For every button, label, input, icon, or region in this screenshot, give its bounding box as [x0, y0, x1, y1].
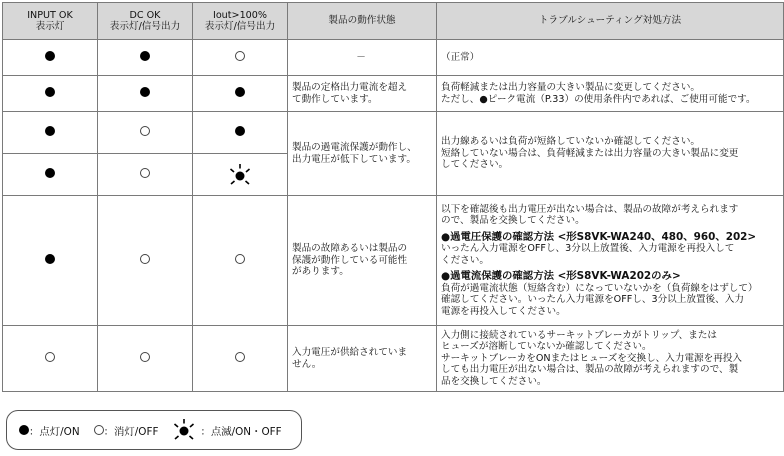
troubleshooting-table: [2, 2, 784, 392]
filled-circle-icon: [140, 51, 150, 61]
header-input-ok: INPUT OK 表示灯: [3, 3, 98, 40]
filled-circle-icon: [45, 126, 55, 136]
troubleshooting-paragraph: 以下を確認後も出力電圧が出ない場合は、製品の故障が考えられます ので、製品を交換してください。: [441, 203, 739, 227]
hollow-circle-icon: [235, 51, 245, 61]
troubleshooting-cell: [437, 196, 784, 326]
filled-circle-icon: [45, 87, 55, 97]
troubleshooting-paragraph: 出力線あるいは負荷が短絡していないか確認してください。 短絡していない場合は、負荷軽減または出力容量の大きい製品に変更 してください。: [441, 136, 739, 171]
hollow-circle-icon: [94, 425, 104, 435]
troubleshooting-cell: [437, 40, 784, 76]
hollow-circle-icon: [45, 352, 55, 362]
indicator-cell: [98, 196, 193, 326]
legend-blink-label: ：点滅/ON・OFF: [200, 425, 282, 438]
header-state: 製品の動作状態: [288, 3, 437, 40]
table-row: [3, 40, 784, 76]
blinking-circle-icon: [172, 418, 196, 442]
indicator-cell: [98, 154, 193, 196]
table-row: [3, 112, 784, 154]
state-cell: 製品の定格出力電流を超え て動作しています。: [288, 76, 437, 112]
hollow-circle-icon: [235, 254, 245, 264]
indicator-cell: [3, 196, 98, 326]
indicator-cell: [193, 40, 288, 76]
header-dc-ok: DC OK 表示灯/信号出力: [98, 3, 193, 40]
filled-circle-icon: [45, 254, 55, 264]
state-cell: 製品の故障あるいは製品の 保護が動作している可能性 があります。: [288, 196, 437, 326]
table-row: [3, 76, 784, 112]
indicator-cell: [3, 154, 98, 196]
troubleshooting-paragraph: （正常）: [441, 51, 480, 63]
indicator-cell: [98, 326, 193, 392]
hollow-circle-icon: [140, 126, 150, 136]
troubleshooting-cell: [437, 112, 784, 196]
troubleshooting-paragraph: 入力側に接続されているサーキットブレーカがトリップ、または ヒューズが溶断していないか確認してください。 サーキットブレーカをONまたはヒューズを交換し、入力電源を再投入 しても出力電圧が出ない場合は、製品の故障が考えられますので、製 品を交換してください。: [441, 329, 743, 387]
filled-circle-icon: [45, 168, 55, 178]
legend-off-label: ：消灯/OFF: [103, 425, 159, 438]
legend-on-label: ：点灯/ON: [29, 425, 80, 438]
table-row: [3, 196, 784, 326]
indicator-cell: [193, 196, 288, 326]
troubleshooting-cell: [437, 326, 784, 392]
filled-circle-icon: [19, 425, 29, 435]
indicator-cell: [3, 326, 98, 392]
blinking-circle-icon: [228, 163, 252, 187]
indicator-cell: [3, 112, 98, 154]
legend: [6, 410, 302, 450]
indicator-cell: [98, 112, 193, 154]
indicator-cell: [98, 40, 193, 76]
indicator-cell: [193, 154, 288, 196]
troubleshooting-paragraph: 負荷軽減または出力容量の大きい製品に変更してください。 ただし、●ピーク電流（P.33）の使用条件内であれば、ご使用可能です。: [441, 82, 756, 105]
state-cell: 入力電圧が供給されていま せん。: [288, 326, 437, 392]
indicator-cell: [3, 40, 98, 76]
hollow-circle-icon: [235, 352, 245, 362]
troubleshooting-cell: [437, 76, 784, 112]
filled-circle-icon: [140, 87, 150, 97]
table-header-row: [3, 3, 784, 40]
table-row: [3, 326, 784, 392]
filled-circle-icon: [45, 51, 55, 61]
troubleshooting-paragraph: ●過電流保護の確認方法 <形S8VK-WA202のみ> 負荷が過電流状態（短絡含む）になっていないかを（負荷線をはずして） 確認してください。いったん入力電源をOFFし、3分以上放置後、入力 電源を再投入してください。: [441, 270, 758, 317]
indicator-cell: [3, 76, 98, 112]
state-cell: 製品の過電流保護が動作し、 出力電圧が低下しています。: [288, 112, 437, 196]
indicator-cell: [193, 326, 288, 392]
indicator-cell: [98, 76, 193, 112]
indicator-cell: [193, 76, 288, 112]
header-troubleshooting: トラブルシューティング対処方法: [437, 3, 784, 40]
troubleshooting-paragraph: ●過電圧保護の確認方法 <形S8VK-WA240、480、960、202> いったん入力電源をOFFし、3分以上放置後、入力電源を再投入して ください。: [441, 230, 757, 266]
indicator-cell: [193, 112, 288, 154]
header-iout: Iout>100% 表示灯/信号出力: [193, 3, 288, 40]
hollow-circle-icon: [140, 352, 150, 362]
filled-circle-icon: [235, 87, 245, 97]
hollow-circle-icon: [140, 254, 150, 264]
state-cell: －: [288, 40, 437, 76]
hollow-circle-icon: [140, 168, 150, 178]
filled-circle-icon: [235, 126, 245, 136]
